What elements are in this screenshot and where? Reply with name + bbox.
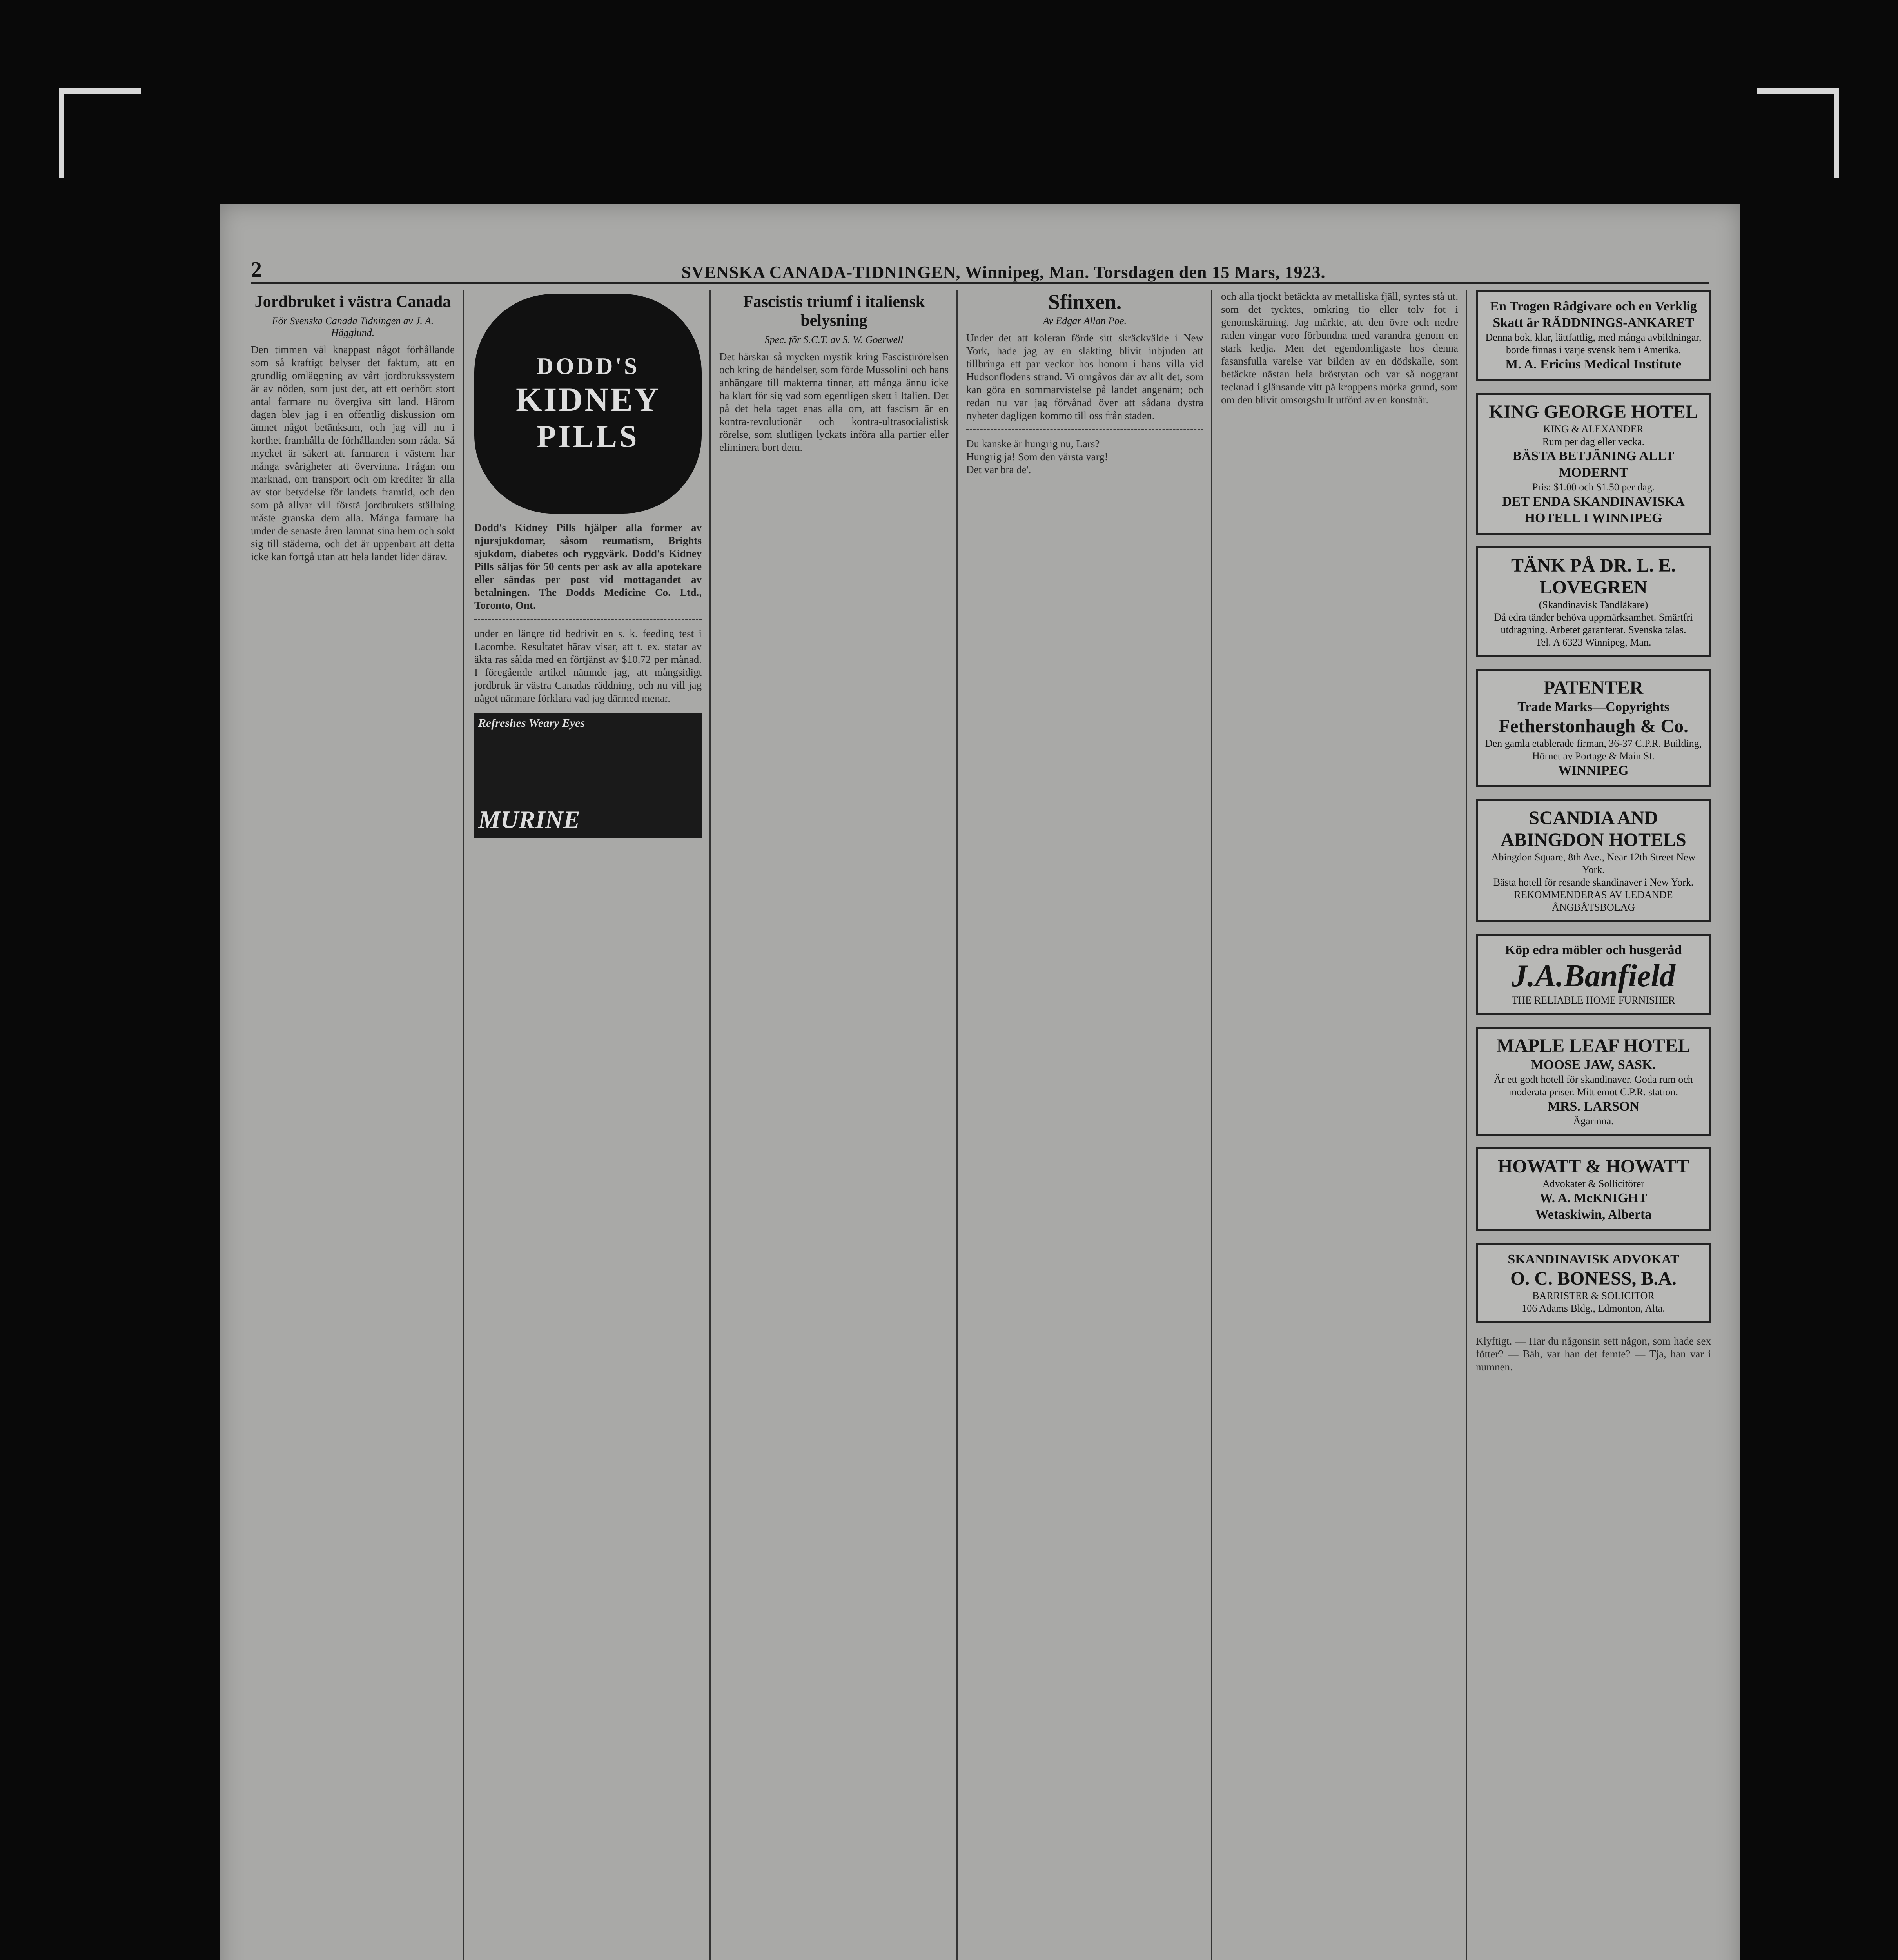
column-rule bbox=[1466, 290, 1467, 1960]
story-headline: Sfinxen. bbox=[1048, 290, 1122, 314]
ad-dentist bbox=[1476, 546, 1711, 657]
ad-footer: M. A. Ericius Medical Institute bbox=[1505, 357, 1682, 372]
article-byline: För Svenska Canada Tidningen av J. A. Hägglund. bbox=[272, 315, 434, 338]
masthead-title: SVENSKA CANADA-TIDNINGEN, Winnipeg, Man. Torsdagen den 15 Mars, 1923. bbox=[681, 263, 1326, 282]
article-body: under en längre tid bedrivit en s. k. feeding test i Lacombe. Resultatet härav visar, att t. ex. statar av äkta ras sålda med en förtjänst av $10.72 per månad. I föregående artikel nämnde jag, att mångsidigt jordbruk är västra Canadas räddning, och nu vill jag något närmare förklara vad jag därmed menar. bbox=[474, 628, 702, 704]
article-byline: Spec. för S.C.T. av S. W. Goerwell bbox=[764, 334, 904, 345]
ad-city: WINNIPEG bbox=[1558, 763, 1629, 778]
ad-text: Då edra tänder behöva uppmärksamhet. Smärtfri utdragning. Arbetet garanterat. Svenska talas. bbox=[1494, 612, 1693, 635]
ad-copy: Dodd's Kidney Pills hjälper alla former av njursjukdomar, såsom reumatism, Brights sjukdom, diabetes och ryggvärk. Dodd's Kidney Pills säljas för 50 cents per ask av alla apotekare eller sändas per post vid mottagandet av betalningen. The Dodds Medicine Co. Ltd., Toronto, Ont. bbox=[474, 522, 702, 611]
story-body: och alla tjockt betäckta av metalliska fjäll, syntes stå ut, som det tycktes, omkring tio eller tolv fot i genomskärning. Jag märkte, att den övre och nedre raden vingar voro förbundna med varandra genom en stark kedja. Men det egendomligaste hos denna fasansfulla varelse var bilden av en dödskalle, som betäckte nästan hela bröstytan och var så noggrant tecknad i glänsande vitt på kroppens mörka grund, som om den blivit omsorgsfullt utförd av en konstnär. bbox=[1221, 290, 1458, 406]
ad-owner: MRS. LARSON bbox=[1547, 1099, 1640, 1114]
dialogue-line: Det var bra de'. bbox=[966, 464, 1031, 475]
murine-brand: MURINE bbox=[478, 806, 580, 833]
ad-title: PATENTER bbox=[1543, 677, 1644, 698]
ad-boness-lawyer bbox=[1476, 1243, 1711, 1323]
murine-ad bbox=[474, 713, 702, 838]
article-body: Den timmen väl knappast något förhållande som så kraftigt belyser det faktum, att en grundlig omläggning av vårt jordbrukssystem är av nöden, som just det, att ett oerhört stort antal farmare nu övergiva sitt land. Härom dagen blev jag i en offentlig diskussion om ämnet något betänksam, och jag vill nu i korthet framhålla de förhållanden som råda. Så mycket är säkert att farmaren i västern har många svårigheter att övervinna. Frågan om marknad, om transport och om krediter är alla av stor betydelse för landets framtid, och den som på allvar vill förstå jordbrukets ställning måste granska dem alla. Många farmare ha under de senaste åren lämnat sina hem och sökt sig till städerna, och det är uppenbart att detta icke kan fortgå utan att hela landet lider därav. bbox=[251, 344, 455, 563]
ad-title: MAPLE LEAF HOTEL bbox=[1496, 1035, 1691, 1056]
page-number: 2 bbox=[251, 258, 262, 282]
masthead bbox=[251, 259, 1709, 284]
ad-name: Fetherstonhaugh & Co. bbox=[1498, 716, 1688, 737]
ad-addr: 106 Adams Bldg., Edmonton, Alta. bbox=[1522, 1303, 1665, 1314]
ad-text: Är ett godt hotell för skandinaver. Goda rum och moderata priser. Mitt emot C.P.R. station. bbox=[1494, 1074, 1693, 1098]
ad-sub: (Skandinavisk Tandläkare) bbox=[1539, 599, 1648, 610]
newspaper-page bbox=[220, 204, 1740, 1960]
ad-sub: BARRISTER & SOLICITOR bbox=[1532, 1290, 1655, 1301]
brand-line: PILLS bbox=[537, 419, 639, 454]
ad-title: En Trogen Rådgivare och en Verklig Skatt är RÄDDNINGS-ANKARET bbox=[1490, 299, 1697, 330]
dodds-pills-logo bbox=[474, 294, 702, 514]
ad-sub: THE RELIABLE HOME FURNISHER bbox=[1512, 995, 1675, 1006]
story-byline: Av Edgar Allan Poe. bbox=[1043, 315, 1127, 327]
ad-text: Den gamla etablerade firman, 36-37 C.P.R. Building, Hörnet av Portage & Main St. bbox=[1485, 738, 1702, 762]
article-headline: Fascistis triumf i italiensk belysning bbox=[743, 293, 925, 330]
ad-title: TÄNK PÅ DR. L. E. LOVEGREN bbox=[1511, 555, 1676, 598]
column-sphinx-continued bbox=[1221, 290, 1458, 1960]
ad-title: HOWATT & HOWATT bbox=[1497, 1156, 1689, 1177]
column-fascism-article bbox=[719, 290, 949, 1960]
ad-name: O. C. BONESS, B.A. bbox=[1510, 1268, 1677, 1289]
ad-howatt-law bbox=[1476, 1147, 1711, 1231]
ad-title: KING GEORGE HOTEL bbox=[1489, 401, 1698, 422]
ad-sub: Trade Marks—Copyrights bbox=[1517, 700, 1669, 714]
ad-brand: J.A.Banfield bbox=[1512, 959, 1675, 993]
ad-sub: KING & ALEXANDER bbox=[1543, 423, 1644, 435]
column-kidney-pills-ad bbox=[474, 290, 702, 1960]
article-body: Det härskar så mycken mystik kring Fascistirörelsen och kring de händelser, som förde Mussolini och hans anhängare till makterna tinnar, att många ännu icke ha klart för sig vad som egentligen skett i Italien. Det på det hela taget enas alla om, att fascism är en kontra-revolutionär och kontra-ultrasocialistisk rörelse, som slutligen lyckats införa alla partier eller eliminera bort dem. bbox=[719, 351, 949, 453]
ad-line: BÄSTA BETJÄNING ALLT MODERNT bbox=[1513, 449, 1674, 480]
ad-text: Denna bok, klar, lättfattlig, med många avbildningar, borde finnas i varje svensk hem i Amerika. bbox=[1485, 332, 1702, 356]
brand-line: DODD'S bbox=[536, 353, 640, 379]
column-sphinx-story bbox=[966, 290, 1203, 1960]
dialogue-line: Hungrig ja! Som den värsta varg! bbox=[966, 451, 1108, 463]
brand-line: KIDNEY bbox=[515, 381, 660, 418]
murine-tagline: Refreshes Weary Eyes bbox=[478, 717, 585, 730]
ad-patents bbox=[1476, 669, 1711, 787]
column-rule bbox=[1211, 290, 1212, 1960]
dialogue-line: Du kanske är hungrig nu, Lars? bbox=[966, 438, 1100, 450]
column-rule bbox=[709, 290, 711, 1960]
ad-raddnings-ankaret bbox=[1476, 290, 1711, 381]
ad-maple-leaf-hotel bbox=[1476, 1027, 1711, 1136]
ad-line: DET ENDA SKANDINAVISKA HOTELL I WINNIPEG bbox=[1502, 494, 1685, 525]
article-headline: Jordbruket i västra Canada bbox=[254, 293, 451, 311]
ad-title: Köp edra möbler och husgeråd bbox=[1505, 943, 1682, 957]
ad-sub: Advokater & Sollicitörer bbox=[1542, 1178, 1644, 1189]
ad-footer: Tel. A 6323 Winnipeg, Man. bbox=[1535, 637, 1651, 648]
ad-sub: Abingdon Square, 8th Ave., Near 12th Street New York. bbox=[1491, 851, 1696, 875]
column-rule bbox=[956, 290, 958, 1960]
ad-name: W. A. McKNIGHT bbox=[1539, 1191, 1648, 1205]
story-body: Under det att koleran förde sitt skräckvälde i New York, hade jag av en släkting blivit inbjuden att tillbringa ett par veckor hos honom i hans villa vid Hudsonflodens strand. Vi omgåvos där av allt det, som kan göra en sommarvistelse på landet angenäm; och redan nu var jag förvånad över att sådana dystra nyheter dagligen kommo till oss från staden. bbox=[966, 332, 1203, 421]
ad-title: SKANDINAVISK ADVOKAT bbox=[1508, 1252, 1679, 1267]
ad-banfield-furniture bbox=[1476, 934, 1711, 1015]
ad-role: Ägarinna. bbox=[1573, 1115, 1614, 1127]
ad-place: Wetaskiwin, Alberta bbox=[1535, 1207, 1652, 1222]
ad-king-george-hotel bbox=[1476, 393, 1711, 535]
column-rule bbox=[463, 290, 464, 1960]
ad-sub: MOOSE JAW, SASK. bbox=[1531, 1058, 1656, 1072]
filler-text: Klyftigt. — Har du någonsin sett någon, som hade sex fötter? — Bäh, var han det femte? — Tja, han var i numnen. bbox=[1476, 1335, 1711, 1373]
column-advertisements bbox=[1476, 290, 1711, 1960]
ad-text: Bästa hotell för resande skandinaver i New York. REKOMMENDERAS AV LEDANDE ÅNGBÅTSBOLAG bbox=[1493, 877, 1694, 913]
ad-line: Rum per dag eller vecka. bbox=[1542, 436, 1645, 447]
column-agriculture-article bbox=[251, 290, 455, 1960]
ad-line: Pris: $1.00 och $1.50 per dag. bbox=[1532, 481, 1655, 493]
ad-scandia-hotels bbox=[1476, 799, 1711, 922]
ad-title: SCANDIA AND ABINGDON HOTELS bbox=[1501, 808, 1686, 850]
